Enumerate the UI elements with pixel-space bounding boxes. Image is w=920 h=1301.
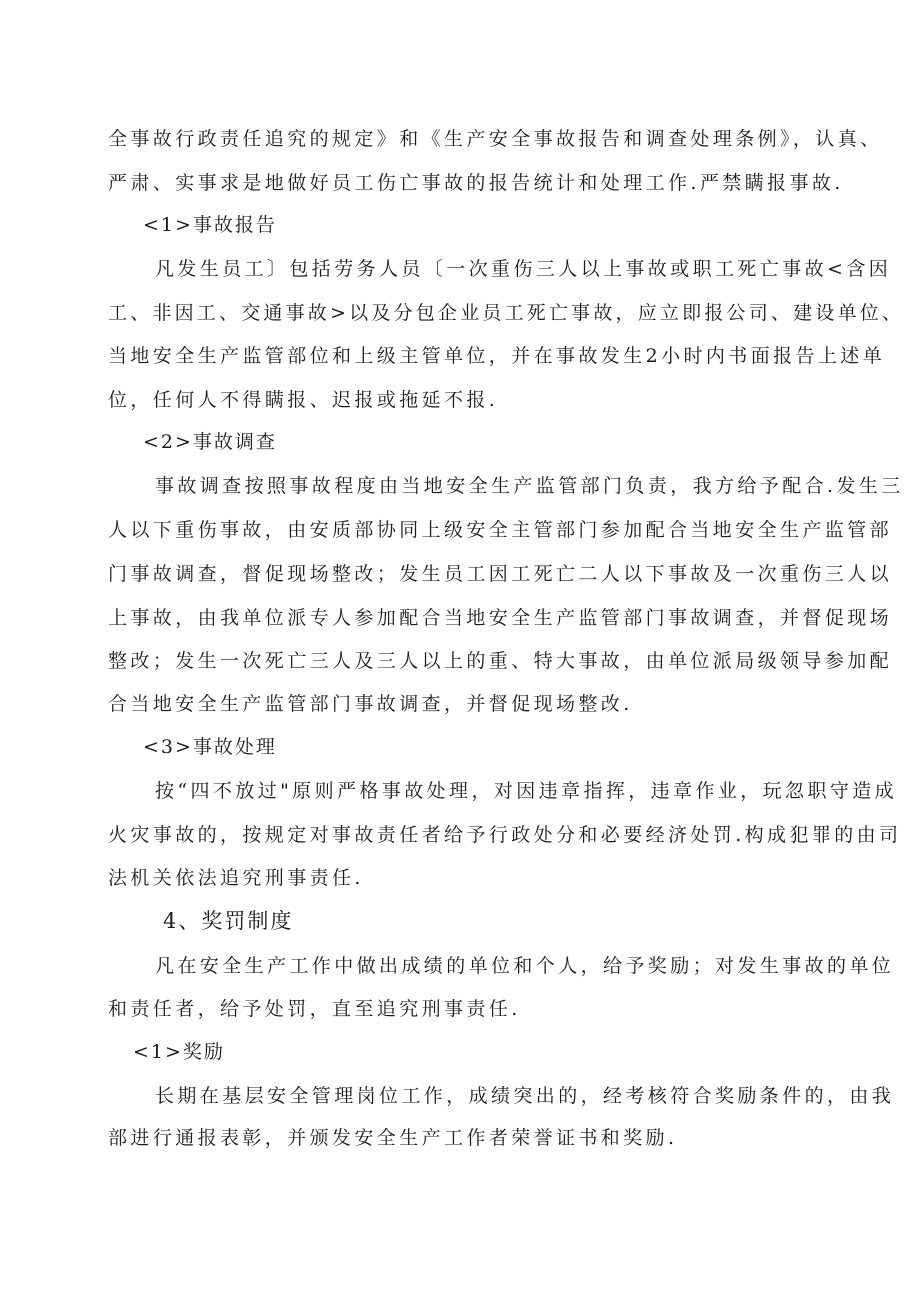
sec2-line-3: 门事故调查，督促现场整改；发生员工因工死亡二人以下事故及一次重伤三人以 xyxy=(108,563,893,585)
sub1-line-1: 长期在基层安全管理岗位工作，成绩突出的，经考核符合奖励条件的，由我 xyxy=(155,1085,895,1107)
sec2-line-5: 整改；发生一次死亡三人及三人以上的重、特大事故，由单位派局级领导参加配 xyxy=(108,650,893,672)
sec2-line-4: 上事故，由我单位派专人参加配合当地安全生产监管部门事故调查，并督促现场 xyxy=(108,607,893,629)
sec2-line-1: 事故调查按照事故程度由当地安全生产监管部门负责，我方给予配合.发生三 xyxy=(155,475,904,497)
section-2-title: <2>事故调查 xyxy=(143,431,277,453)
sec1-line-4: 位，任何人不得瞒报、迟报或拖延不报. xyxy=(108,389,499,411)
intro-line-1: 全事故行政责任追究的规定》和《生产安全事故报告和调查处理条例》，认真、 xyxy=(108,128,883,150)
sec3-line-1: 按“四不放过"原则严格事故处理，对因违章指挥，违章作业，玩忽职守造成 xyxy=(155,780,898,802)
section-3-title: <3>事故处理 xyxy=(143,736,277,758)
intro-line-2: 严肃、实事求是地做好员工伤亡事故的报告统计和处理工作.严禁瞒报事故. xyxy=(108,172,844,194)
sec2-line-6: 合当地安全生产监管部门事故调查，并督促现场整改. xyxy=(108,693,633,715)
sub1-line-2: 部进行通报表彰，并颁发安全生产工作者荣誉证书和奖励. xyxy=(108,1127,678,1149)
sec2-line-2: 人以下重伤事故，由安质部协同上级安全主管部门参加配合当地安全生产监管部 xyxy=(108,519,893,541)
sec3-line-3: 法机关依法追究刑事责任. xyxy=(108,867,364,889)
sec1-line-3: 当地安全生产监管部位和上级主管单位，并在事故发生2小时内书面报告上述单 xyxy=(108,345,886,367)
section-4-heading: 4、奖罚制度 xyxy=(163,909,294,933)
sec3-line-2: 火灾事故的，按规定对事故责任者给予行政处分和必要经济处罚.构成犯罪的由司 xyxy=(108,824,902,846)
section-1-title: <1>事故报告 xyxy=(143,214,277,236)
sec4-line-1: 凡在安全生产工作中做出成绩的单位和个人，给予奖励；对发生事故的单位 xyxy=(155,955,895,977)
subsection-1-title: <1>奖励 xyxy=(133,1041,225,1063)
sec1-line-2: 工、非因工、交通事故>以及分包企业员工死亡事故，应立即报公司、建设单位、 xyxy=(108,302,905,324)
sec4-line-2: 和责任者，给予处罚，直至追究刑事责任. xyxy=(108,998,521,1020)
sec1-line-1: 凡发生员工〕包括劳务人员〔一次重伤三人以上事故或职工死亡事故<含因 xyxy=(155,258,892,280)
